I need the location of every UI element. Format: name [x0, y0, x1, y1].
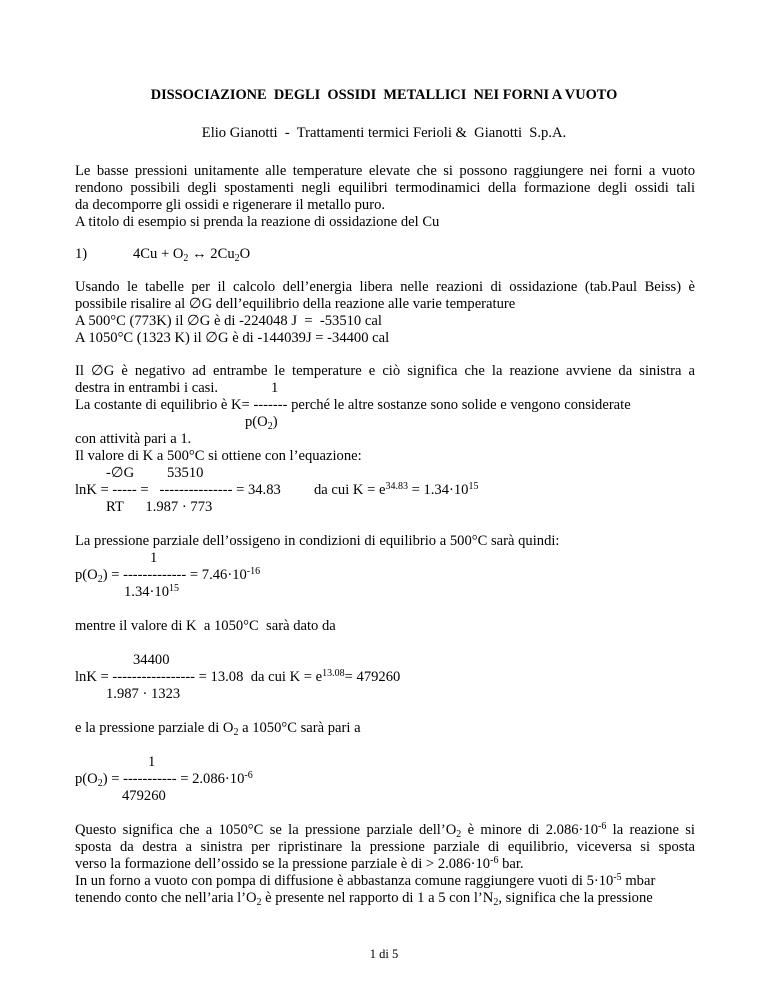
partial2-main: $p(O_2)$ = ----------- = $2.086\cdot 10^{-6}$ [75, 770, 253, 789]
tables-line-4: A 1050°C (1323 K) il ∅G è di -144039J = -34400 cal [75, 330, 390, 346]
conclusion-line-3: verso la formazione dell’ossido se la pressione parziale è di > $2.086\cdot 10^{-6}$ bar. [75, 855, 524, 872]
intro-line-3: da decomporre gli ossidi e rigenerare il metallo puro. [75, 197, 386, 213]
partial1-intro: La pressione parziale dell’ossigeno in condizioni di equilibrio a 500°C sarà quindi: [75, 533, 560, 549]
eq2-numerator: 34400 [133, 652, 170, 668]
reaction-number: 1) [75, 246, 88, 262]
page-number: 1 di 5 [369, 947, 399, 961]
eq1-result: da cui $K = e^{34.83} = 1.34\cdot 10^{15}$ [314, 481, 479, 498]
deltaG-line-5: con attività pari a 1. [75, 431, 192, 447]
partial1-numerator: 1 [150, 550, 158, 566]
conclusion-line-1: Questo significa che a 1050°C se la pressione parziale $dell’O_2$ è minore di $2.086\cdot 10^{-6}$ la reazione si [75, 821, 695, 840]
deltaG-line-2: destra in entrambi i casi. [75, 380, 219, 396]
k-numerator: 1 [271, 380, 279, 396]
deltaG-line-3: La costante di equilibrio è K= ------- perché le altre sostanze sono solide e vengono considerate [75, 397, 631, 413]
partial2-intro: e la pressione parziale di $O_2$ a 1050°C sarà pari a [75, 720, 361, 738]
eq1-numerator: -∅G 53510 [106, 465, 204, 481]
partial1-main: $p(O_2)$ = ------------- = $7.46\cdot 10^{-16}$ [75, 566, 261, 585]
partial2-denominator: 479260 [122, 788, 166, 804]
deltaG-line-1: Il ∅G è negativo ad entrambe le temperature e ciò significa che la reazione avviene da sinistra a [75, 363, 695, 379]
intro-line-4: A titolo di esempio si prenda la reazione di ossidazione del Cu [75, 214, 440, 230]
eq2-main: lnK = ----------------- = 13.08 da cui $K = e^{13.08}= 479260$ [75, 668, 401, 685]
conclusion-line-4: In un forno a vuoto con pompa di diffusione è abbastanza comune raggiungere vuoti di $5\cdot 10^{-5}$ mbar [75, 872, 656, 889]
deltaG-line-6: Il valore di K a 500°C si ottiene con l’equazione: [75, 448, 362, 464]
partial2-numerator: 1 [148, 754, 156, 770]
tables-line-1: Usando le tabelle per il calcolo dell’energia libera nelle reazioni di ossidazione (tab.Paul Beiss) è [75, 279, 695, 295]
tables-line-3: A 500°C (773K) il ∅G è di -224048 J = -53510 cal [75, 313, 382, 329]
conclusion-line-2: sposta da destra a sinistra per ripristinare la pressione parziale di equilibrio, viceversa si sposta [75, 839, 695, 855]
document-title: DISSOCIAZIONE DEGLI OSSIDI METALLICI NEI FORNI A VUOTO [150, 87, 618, 103]
intro-line-1: Le basse pressioni unitamente alle temperature elevate che si possono raggiungere nei forni a vuoto [75, 163, 695, 179]
k-denominator: $p(O_2)$ [245, 414, 278, 432]
eq1-denominator: RT 1.987 · 773 [106, 499, 213, 515]
reaction-equation: $4Cu + O_2$ ↔ $2Cu_2O$ [133, 246, 251, 264]
equilibrium-arrow-icon: ↔ [192, 246, 207, 262]
partial1-denominator: $1.34\cdot 10^{15}$ [124, 583, 179, 600]
intro-line-2: rendono possibili degli spostamenti negli equilibri termodinamici della formazione degli ossidi tali [75, 180, 695, 196]
conclusion-line-5: tenendo conto che nell’aria $l’O_2$ è presente nel rapporto di 1 a 5 con $l’N_2$, significa che la pressione [75, 890, 653, 908]
eq1-main: lnK = ----- = --------------- = 34.83 [75, 482, 281, 498]
tables-line-2: possibile risalire al ∅G dell’equilibrio della reazione alle varie temperature [75, 296, 516, 312]
eq2-denominator: 1.987 · 1323 [106, 686, 181, 702]
k1050-intro: mentre il valore di K a 1050°C sarà dato da [75, 618, 336, 634]
author-line: Elio Gianotti - Trattamenti termici Ferioli & Gianotti S.p.A. [201, 125, 567, 141]
